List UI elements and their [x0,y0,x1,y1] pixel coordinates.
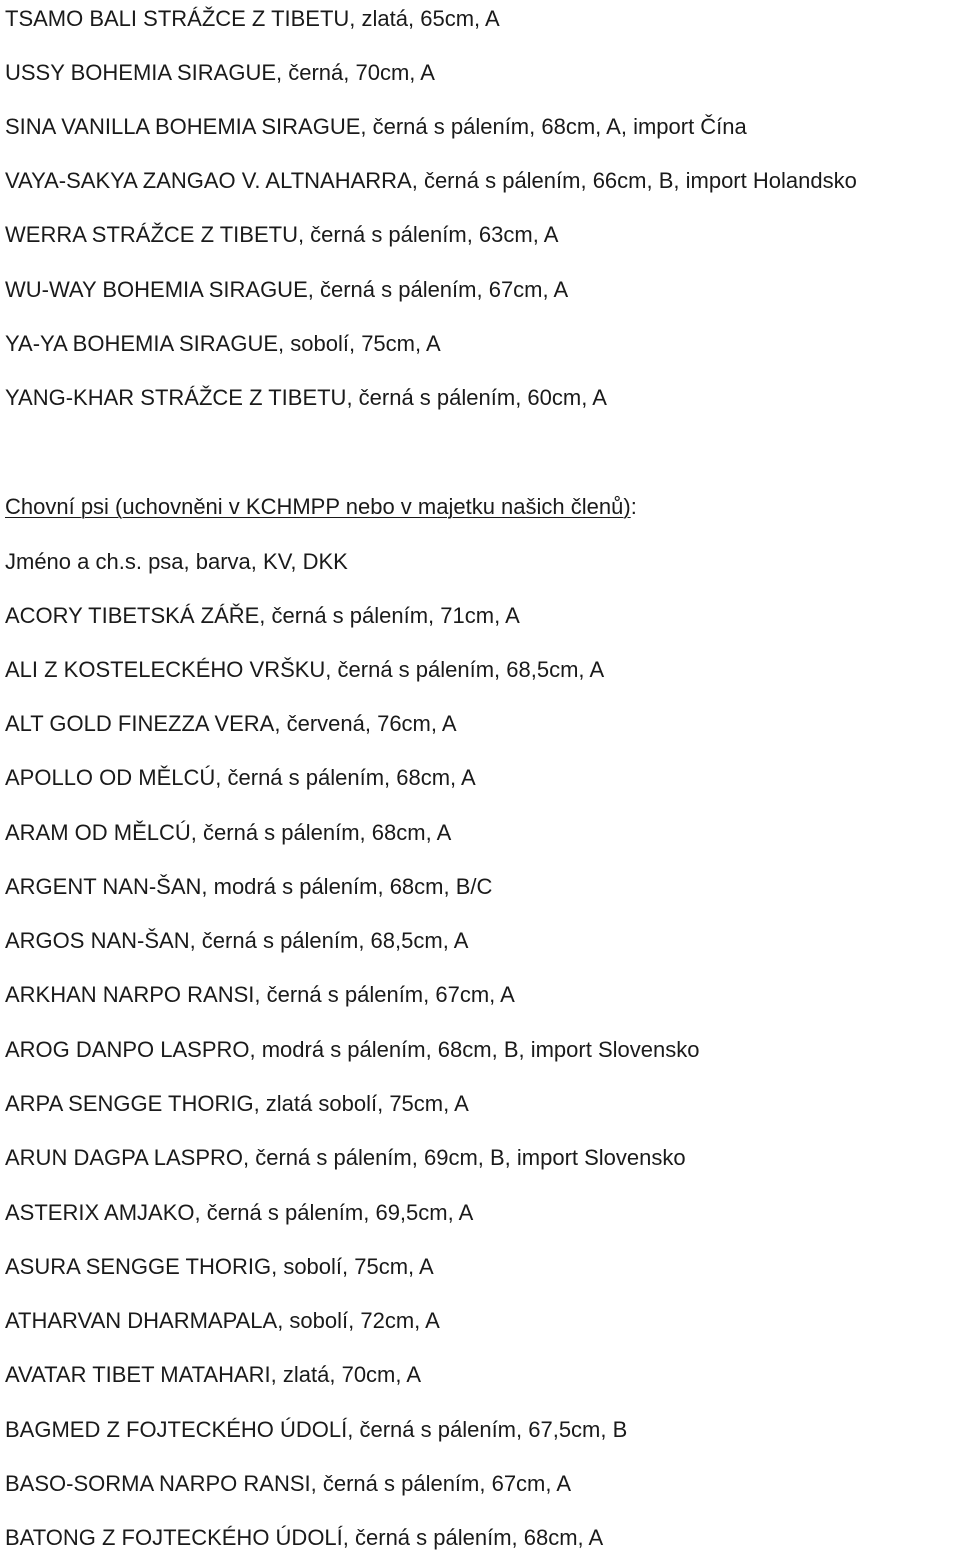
section-heading-colon: : [630,494,637,519]
list-item: ATHARVAN DHARMAPALA, sobolí, 72cm, A [5,1308,440,1333]
list-item: BASO-SORMA NARPO RANSI, černá s pálením, 67cm, A [5,1471,572,1496]
list-item: ARGOS NAN-ŠAN, černá s pálením, 68,5cm, A [5,928,469,953]
section-heading [5,494,637,520]
list-item: ASTERIX AMJAKO, černá s pálením, 69,5cm, A [5,1200,474,1225]
list-item: ASURA SENGGE THORIG, sobolí, 75cm, A [5,1254,434,1279]
list-item: USSY BOHEMIA SIRAGUE, černá, 70cm, A [5,60,435,85]
list-item: BATONG Z FOJTECKÉHO ÚDOLÍ, černá s pálením, 68cm, A [5,1525,604,1550]
list-item: ARPA SENGGE THORIG, zlatá sobolí, 75cm, A [5,1091,469,1116]
column-header: Jméno a ch.s. psa, barva, KV, DKK [5,549,348,574]
list-item: TSAMO BALI STRÁŽCE Z TIBETU, zlatá, 65cm, A [5,6,500,31]
list-item: BAGMED Z FOJTECKÉHO ÚDOLÍ, černá s pálením, 67,5cm, B [5,1417,628,1442]
list-item: AVATAR TIBET MATAHARI, zlatá, 70cm, A [5,1362,422,1387]
section-heading-text: Chovní psi (uchovněni v KCHMPP nebo v majetku našich členů) [5,494,631,519]
list-item: ACORY TIBETSKÁ ZÁŘE, černá s pálením, 71cm, A [5,603,520,628]
list-item: YA-YA BOHEMIA SIRAGUE, sobolí, 75cm, A [5,331,441,356]
list-item: ARGENT NAN-ŠAN, modrá s pálením, 68cm, B/C [5,874,493,899]
list-item: ARUN DAGPA LASPRO, černá s pálením, 69cm, B, import Slovensko [5,1145,686,1170]
list-item: ARKHAN NARPO RANSI, černá s pálením, 67cm, A [5,982,515,1007]
list-item: WU-WAY BOHEMIA SIRAGUE, černá s pálením, 67cm, A [5,277,569,302]
list-item: VAYA-SAKYA ZANGAO V. ALTNAHARRA, černá s pálením, 66cm, B, import Holandsko [5,168,857,193]
list-item: ALT GOLD FINEZZA VERA, červená, 76cm, A [5,711,457,736]
list-item: YANG-KHAR STRÁŽCE Z TIBETU, černá s pálením, 60cm, A [5,385,607,410]
list-item: SINA VANILLA BOHEMIA SIRAGUE, černá s pálením, 68cm, A, import Čína [5,114,747,139]
list-item: WERRA STRÁŽCE Z TIBETU, černá s pálením, 63cm, A [5,222,559,247]
list-item: APOLLO OD MĚLCÚ, černá s pálením, 68cm, A [5,765,476,790]
list-item: ALI Z KOSTELECKÉHO VRŠKU, černá s pálením, 68,5cm, A [5,657,605,682]
list-item: ARAM OD MĚLCÚ, černá s pálením, 68cm, A [5,820,452,845]
list-item: AROG DANPO LASPRO, modrá s pálením, 68cm, B, import Slovensko [5,1037,700,1062]
